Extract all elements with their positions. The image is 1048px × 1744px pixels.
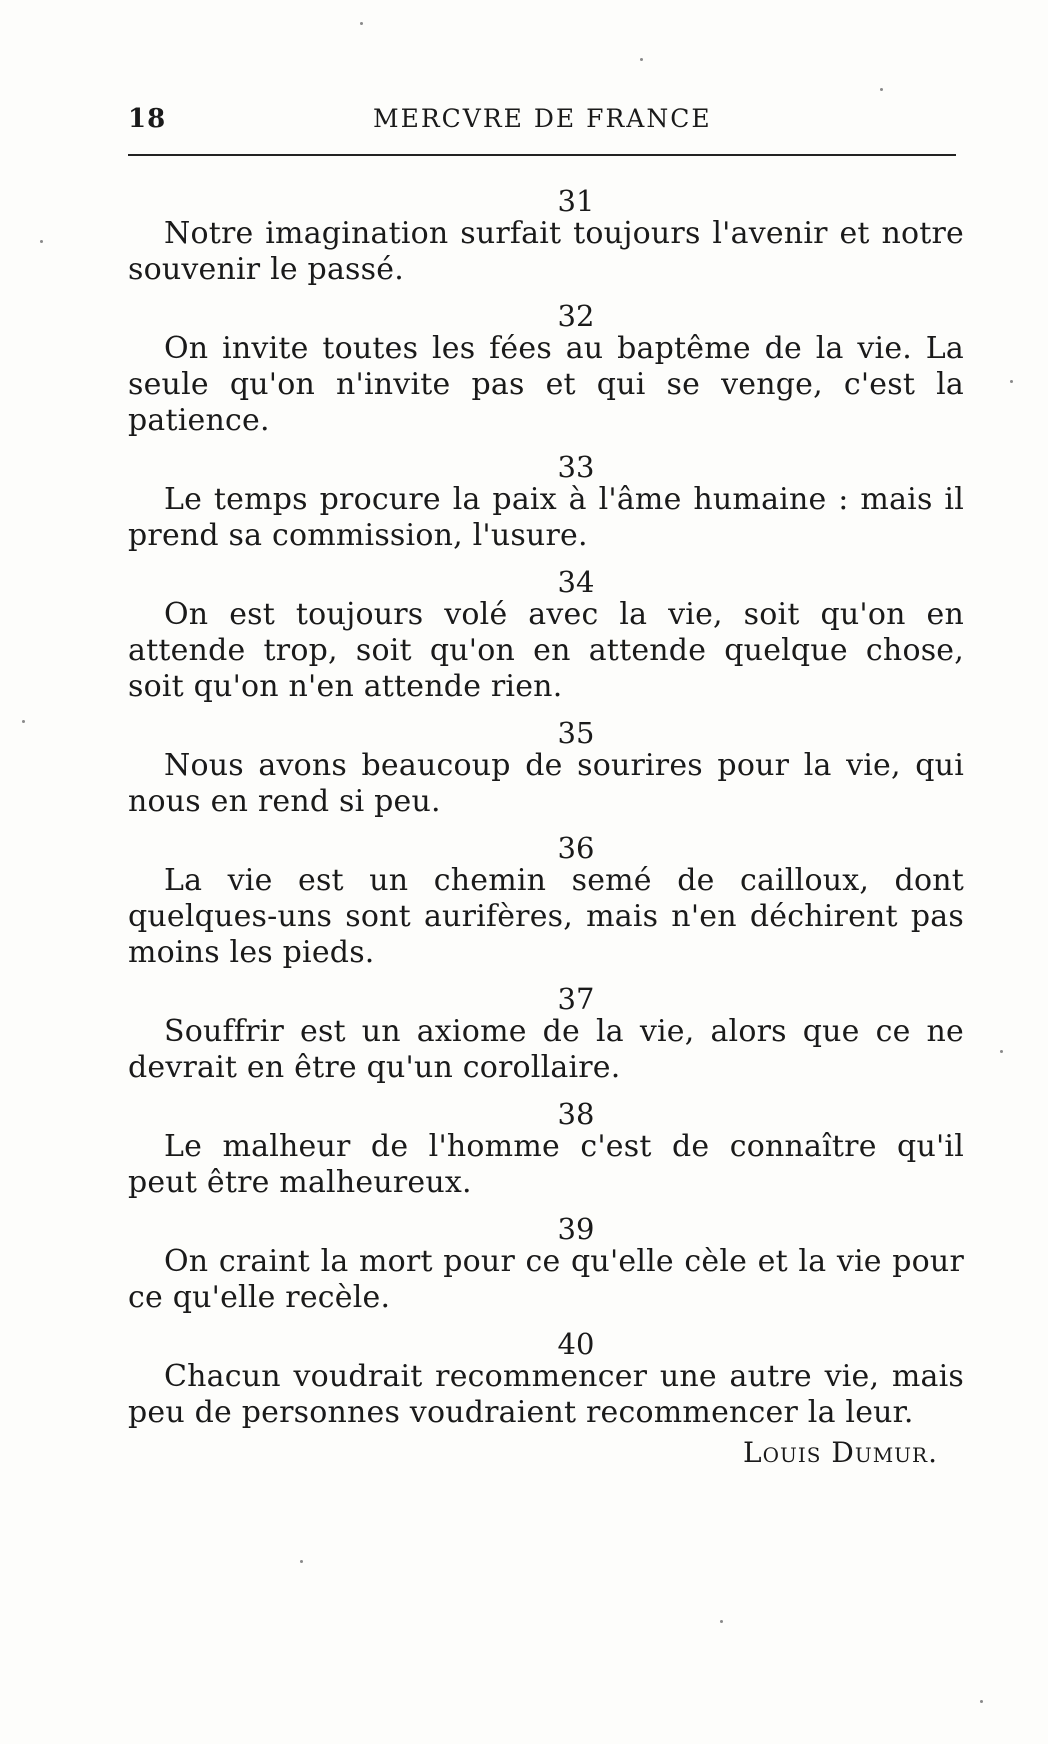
page-header: [128, 104, 956, 144]
scan-speck: [360, 22, 363, 25]
maxims-list: [128, 186, 964, 1444]
maxim-number: 37: [557, 982, 595, 1016]
maxim-number: 38: [557, 1097, 595, 1131]
scan-speck: [640, 58, 643, 61]
scan-speck: [1010, 380, 1013, 383]
maxim-item: [128, 1214, 964, 1316]
maxim-text: Notre imagination surfait toujours l'avenir et notre souvenir le passé.: [128, 216, 964, 287]
maxim-item: [128, 567, 964, 705]
scan-speck: [22, 720, 25, 723]
author-signature: Louis Dumur.: [743, 1436, 938, 1469]
maxim-text: Le temps procure la paix à l'âme humaine : mais il prend sa commission, l'usure.: [128, 482, 964, 553]
maxim-text: Le malheur de l'homme c'est de connaître qu'il peut être malheureux.: [128, 1129, 964, 1200]
maxim-item: [128, 1099, 964, 1201]
maxim-text: Nous avons beaucoup de sourires pour la vie, qui nous en rend si peu.: [128, 748, 964, 819]
scan-speck: [720, 1620, 723, 1623]
maxim-number: 33: [557, 450, 595, 484]
maxim-number: 36: [557, 831, 595, 865]
maxim-number: 34: [557, 565, 595, 599]
maxim-number: 39: [557, 1212, 595, 1246]
scan-speck: [980, 1700, 983, 1703]
page-number: 18: [128, 104, 167, 134]
running-head: MERCVRE DE FRANCE: [373, 104, 712, 133]
maxim-number: 31: [557, 184, 595, 218]
maxim-text: Souffrir est un axiome de la vie, alors que ce ne devrait en être qu'un corollaire.: [128, 1014, 964, 1085]
maxim-text: On invite toutes les fées au baptême de la vie. La seule qu'on n'invite pas et qui se venge, c'est la patience.: [128, 331, 964, 438]
maxim-text: La vie est un chemin semé de cailloux, dont quelques-uns sont aurifères, mais n'en déchirent pas moins les pieds.: [128, 863, 964, 970]
maxim-item: [128, 984, 964, 1086]
maxim-item: [128, 1329, 964, 1431]
maxim-item: [128, 186, 964, 288]
header-rule: [128, 154, 956, 156]
maxim-text: Chacun voudrait recommencer une autre vie, mais peu de personnes voudraient recommencer la leur.: [128, 1359, 964, 1430]
scan-speck: [880, 88, 883, 91]
scan-speck: [1000, 1050, 1003, 1053]
maxim-number: 32: [557, 299, 595, 333]
maxim-number: 40: [557, 1327, 595, 1361]
scan-speck: [40, 240, 43, 243]
maxim-text: On craint la mort pour ce qu'elle cèle et la vie pour ce qu'elle recèle.: [128, 1244, 964, 1315]
maxim-item: [128, 452, 964, 554]
maxim-number: 35: [557, 716, 595, 750]
scan-speck: [300, 1560, 303, 1563]
maxim-item: [128, 718, 964, 820]
maxim-item: [128, 833, 964, 971]
maxim-text: On est toujours volé avec la vie, soit qu'on en attende trop, soit qu'on en attende quelque chose, soit qu'on n'en attende rien.: [128, 597, 964, 704]
maxim-item: [128, 301, 964, 439]
